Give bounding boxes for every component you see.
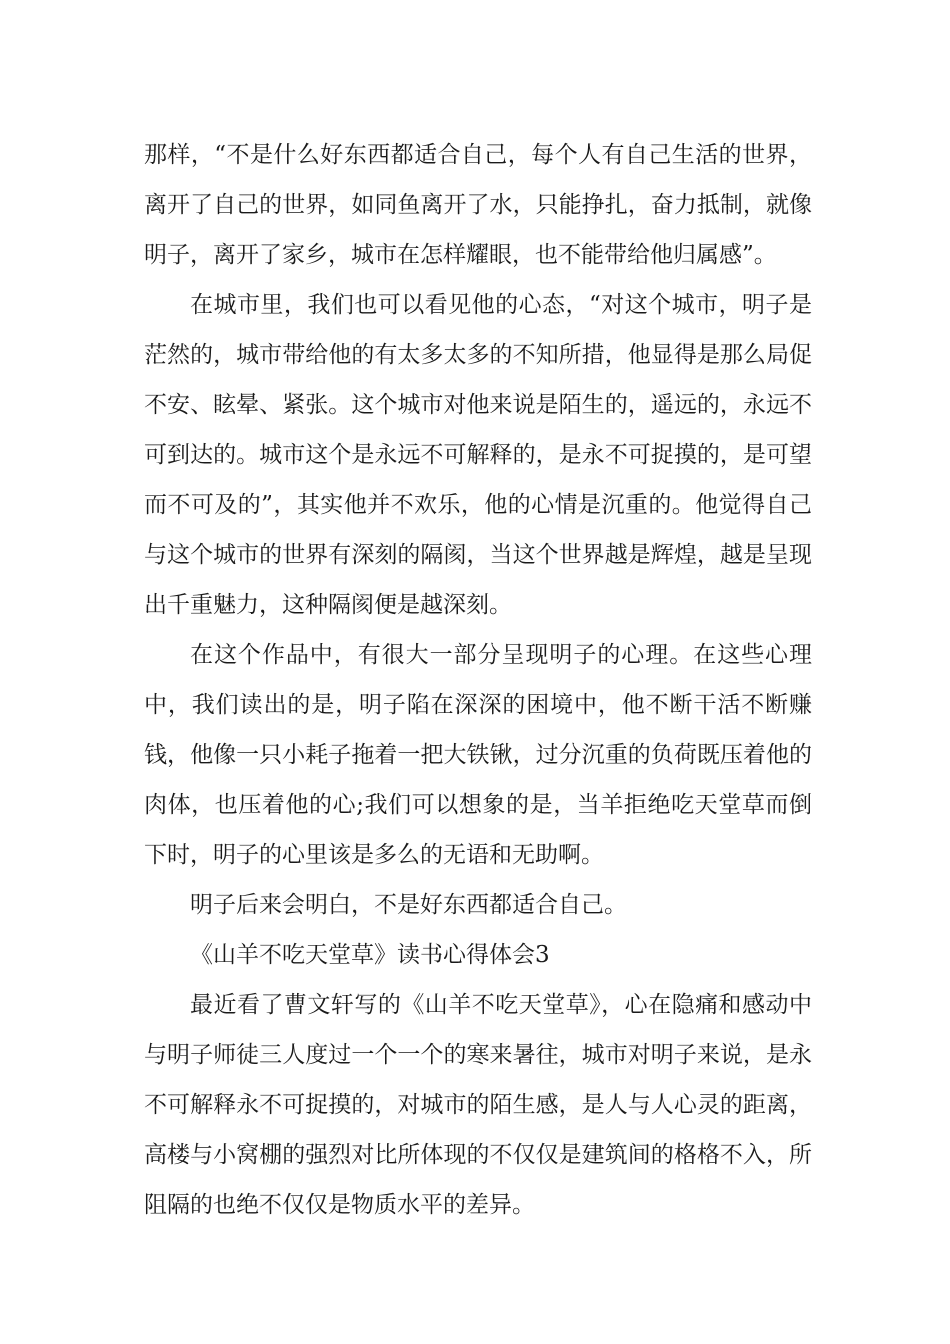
paragraph-section-intro: 最近看了曹文轩写的《山羊不吃天堂草》，心在隐痛和感动中与明子师徒三人度过一个一个的寒来暑往，城市对明子来说，是永不可解释永不可捉摸的，对城市的陌生感，是人与人心灵的距离，高楼与小窝棚的强烈对比所体现的不仅仅是建筑间的格格不入，所阻隔的也绝不仅仅是物质水平的差异。: [144, 992, 812, 1218]
paragraph-conclusion: 明子后来会明白，不是好东西都适合自己。: [190, 892, 627, 918]
section-title: 《山羊不吃天堂草》读书心得体会3: [190, 942, 550, 968]
paragraph-city-mindset: 在城市里，我们也可以看见他的心态，“对这个城市，明子是茫然的，城市带给他的有太多太多的不知所措，他显得是那么局促不安、眩晕、紧张。这个城市对他来说是陌生的，遥远的，永远不可到达的。城市这个是永远不可解释的，是永不可捉摸的，是可望而不可及的”，其实他并不欢乐，他的心情是沉重的。他觉得自己与这个城市的世界有深刻的隔阂，当这个世界越是辉煌，越是呈现出千重魅力，这种隔阂便是越深刻。: [144, 292, 812, 618]
paragraph-psychology: 在这个作品中，有很大一部分呈现明子的心理。在这些心理中，我们读出的是，明子陷在深深的困境中，他不断干活不断赚钱，他像一只小耗子拖着一把大铁锹，过分沉重的负荷既压着他的肉体，也压着他的心;我们可以想象的是，当羊拒绝吃天堂草而倒下时，明子的心里该是多么的无语和无助啊。: [144, 642, 812, 868]
paragraph-continued: 那样，“不是什么好东西都适合自己，每个人有自己生活的世界，离开了自己的世界，如同鱼离开了水，只能挣扎，奋力抵制，就像明子，离开了家乡，城市在怎样耀眼，也不能带给他归属感”。: [144, 142, 812, 268]
document-page: [144, 130, 812, 1230]
